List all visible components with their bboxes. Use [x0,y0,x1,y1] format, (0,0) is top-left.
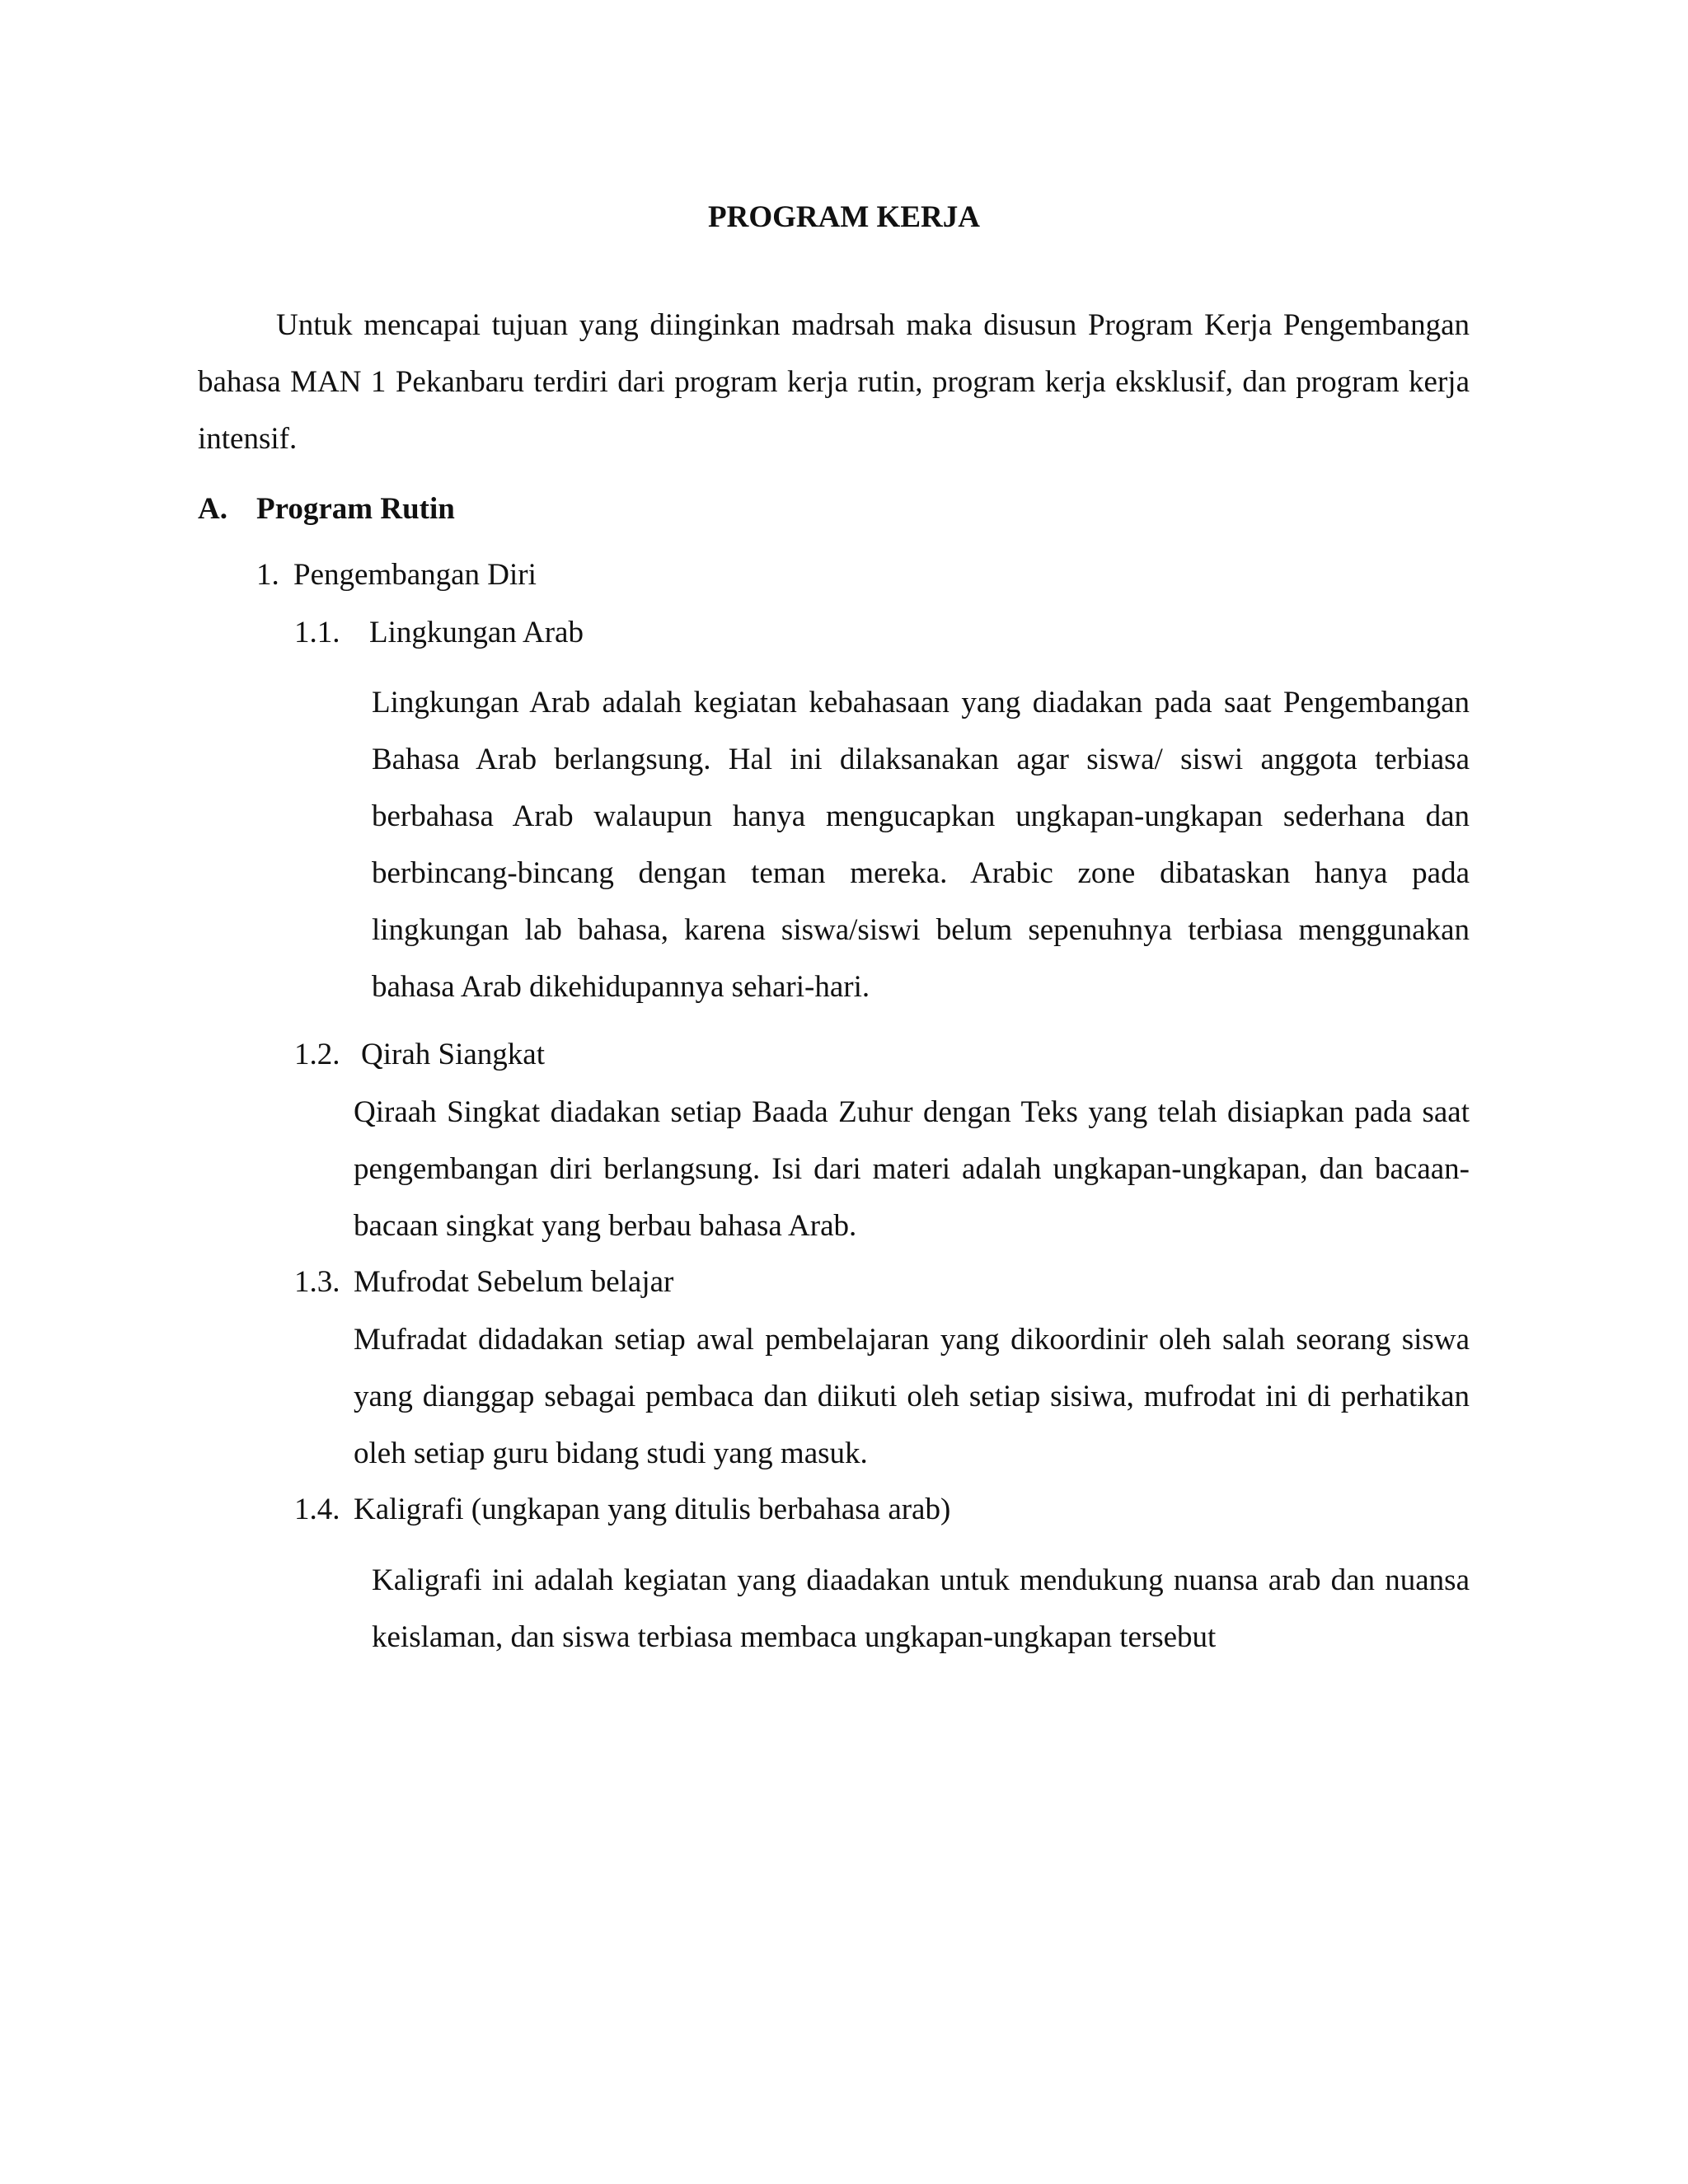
subitem-1-3-heading [294,1254,673,1310]
item-1-label: Pengembangan Diri [293,558,537,592]
subitem-1-3-number: 1.3. [294,1265,340,1299]
subitem-1-2-heading [294,1026,545,1083]
subitem-1-2-label: Qirah Siangkat [361,1038,545,1071]
subitem-1-1-number: 1.1. [294,616,340,649]
subitem-1-4-paragraph: Kaligrafi ini adalah kegiatan yang diaadakan untuk mendukung nuansa arab dan nuansa keislaman, dan siswa terbiasa membaca ungkapan-ungkapan tersebut [372,1563,1470,1654]
subitem-1-1-label: Lingkungan Arab [369,616,584,649]
subitem-1-1-paragraph: Lingkungan Arab adalah kegiatan kebahasaan yang diadakan pada saat Pengembangan Bahasa Arab berlangsung. Hal ini dilaksanakan agar siswa/ siswi anggota terbiasa berbahasa Arab walaupun hanya mengucapkan ungkapan-ungkapan sederhana dan berbincang-bincang dengan teman mereka. Arabic zone dibataskan hanya pada lingkungan lab bahasa, karena siswa/siswi belum sepenuhnya terbiasa menggunakan bahasa Arab dikehidupannya sehari-hari. [372,686,1470,1004]
subitem-1-4-label: Kaligrafi (ungkapan yang ditulis berbahasa arab) [354,1493,951,1526]
section-a-heading [198,480,455,537]
section-a-letter: A. [198,492,227,526]
page-title: PROGRAM KERJA [708,200,980,234]
subitem-1-3-label: Mufrodat Sebelum belajar [354,1265,674,1299]
subitem-1-2-number: 1.2. [294,1038,340,1071]
subitem-1-2-paragraph: Qiraah Singkat diadakan setiap Baada Zuhur dengan Teks yang telah disiapkan pada saat pengembangan diri berlangsung. Isi dari materi adalah ungkapan-ungkapan, dan bacaan-bacaan singkat yang berbau bahasa Arab. [354,1095,1470,1243]
subitem-1-4-number: 1.4. [294,1493,340,1526]
item-1-number: 1. [256,558,279,592]
intro-paragraph: Untuk mencapai tujuan yang diinginkan madrsah maka disusun Program Kerja Pengembangan bahasa MAN 1 Pekanbaru terdiri dari program kerja rutin, program kerja eksklusif, dan program kerja intensif. [198,308,1470,456]
subitem-1-1-heading [294,604,584,661]
section-a-title: Program Rutin [256,492,455,526]
item-1-heading [256,546,537,603]
subitem-1-3-paragraph: Mufradat didadakan setiap awal pembelajaran yang dikoordinir oleh salah seorang siswa yang dianggap sebagai pembaca dan diikuti oleh setiap sisiwa, mufrodat ini di perhatikan oleh setiap guru bidang studi yang masuk. [354,1323,1470,1470]
subitem-1-4-heading [294,1481,950,1538]
